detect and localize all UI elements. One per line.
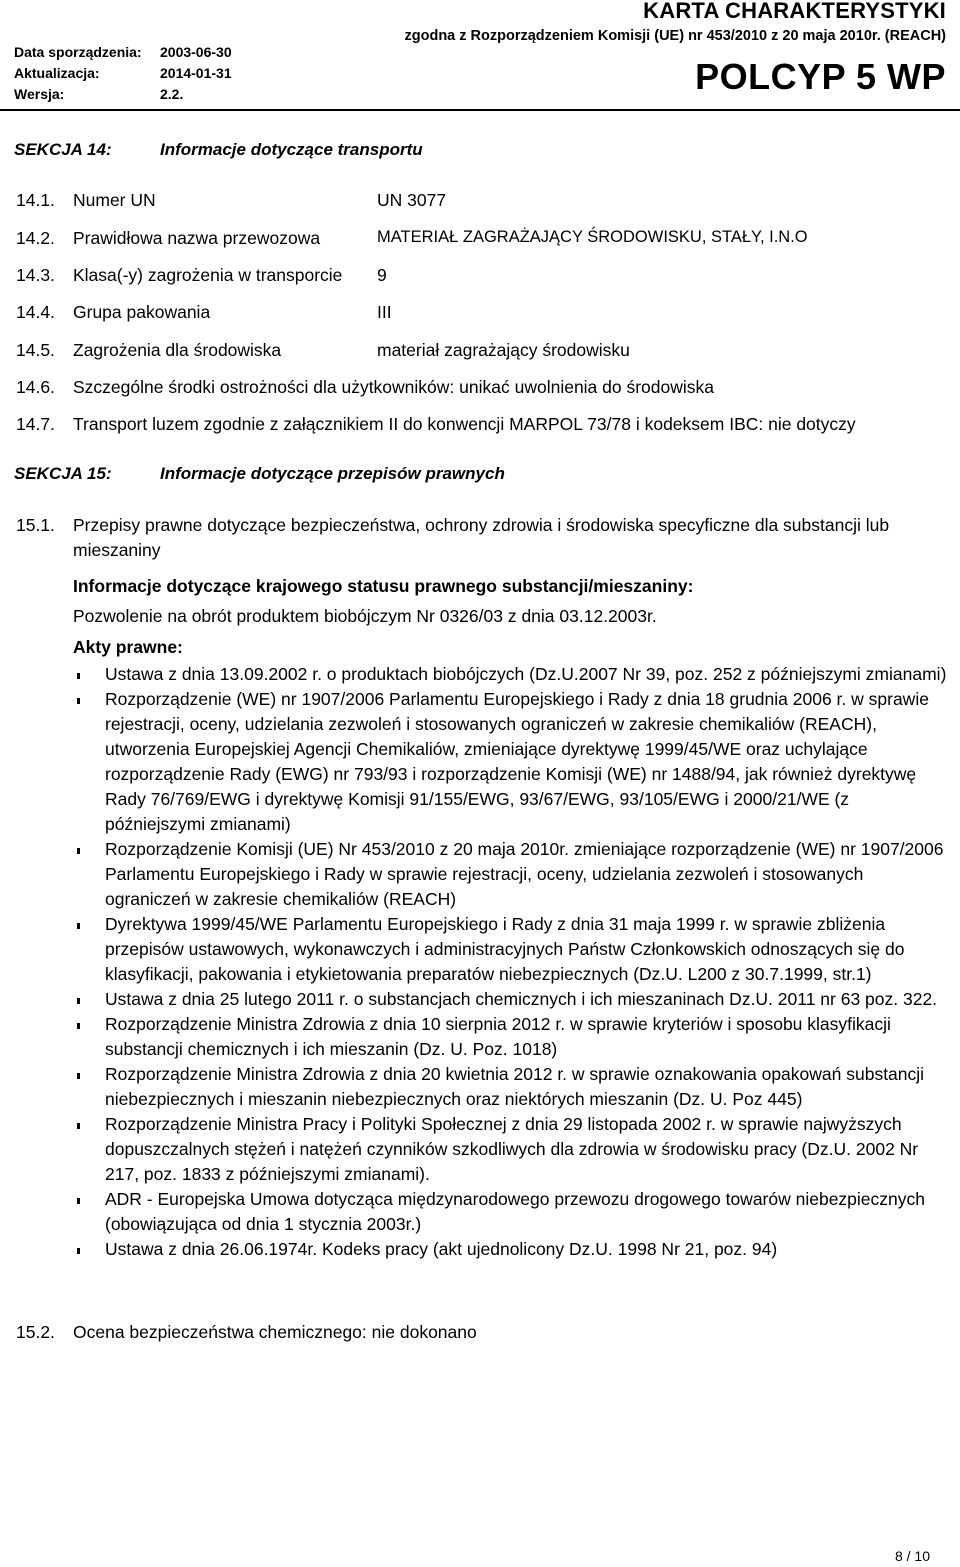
- row-number: 14.2.: [16, 228, 55, 248]
- date-value: 2003-06-30: [160, 44, 232, 60]
- header-divider: [0, 109, 960, 111]
- version-value: 2.2.: [160, 86, 184, 102]
- update-value: 2014-01-31: [160, 65, 232, 81]
- document-title: KARTA CHARAKTERYSTYKI: [643, 0, 946, 23]
- packing-group-value: III: [377, 302, 392, 322]
- row-number: 14.5.: [16, 340, 55, 360]
- row-number: 14.6.: [16, 377, 55, 397]
- packing-group-label: Grupa pakowania: [73, 302, 211, 322]
- update-label: Aktualizacja:: [14, 65, 100, 81]
- subsection-number: 15.1.: [16, 515, 55, 535]
- list-item: Rozporządzenie Komisji (UE) Nr 453/2010 z 20 maja 2010r. zmieniające rozporządzenie (WE) nr 1907/2006 Parlamentu Europejskiego i Rady w sprawie rejestracji, oceny, udzielania zezwoleń i stosowanych ograniczeń w zakresie chemikaliów (REACH): [77, 837, 947, 912]
- regulation-line: zgodna z Rozporządzeniem Komisji (UE) nr 453/2010 z 20 maja 2010r. (REACH): [404, 28, 946, 44]
- list-item: ADR - Europejska Umowa dotycząca międzynarodowego przewozu drogowego towarów niebezpiecznych (obowiązująca od dnia 1 stycznia 2003r.): [77, 1187, 947, 1237]
- row-number: 14.7.: [16, 414, 55, 434]
- legal-acts-list: [77, 662, 947, 1262]
- date-label: Data sporządzenia:: [14, 44, 142, 60]
- hazard-class-value: 9: [377, 265, 387, 285]
- national-status-heading: Informacje dotyczące krajowego statusu prawnego substancji/mieszaniny:: [73, 576, 694, 596]
- section-15-label: SEKCJA 15:: [14, 464, 112, 483]
- page-number: 8 / 10: [894, 1548, 930, 1564]
- subsection-number: 15.2.: [16, 1322, 55, 1342]
- hazard-class-label: Klasa(-y) zagrożenia w transporcie: [73, 265, 343, 285]
- legal-acts-heading: Akty prawne:: [73, 637, 183, 657]
- list-item: Rozporządzenie Ministra Zdrowia z dnia 10 sierpnia 2012 r. w sprawie kryteriów i sposobu klasyfikacji substancji chemicznych i ich mieszanin (Dz. U. Poz. 1018): [77, 1012, 947, 1062]
- list-item: Rozporządzenie Ministra Pracy i Polityki Społecznej z dnia 29 listopada 2002 r. w sprawie najwyższych dopuszczalnych stężeń i natężeń czynników szkodliwych dla zdrowia w środowisku pracy (Dz.U. 2002 Nr 217, poz. 1833 z późniejszymi zmianami).: [77, 1112, 947, 1187]
- chemical-safety-assessment: Ocena bezpieczeństwa chemicznego: nie dokonano: [73, 1322, 477, 1342]
- row-number: 14.1.: [16, 190, 55, 210]
- version-label: Wersja:: [14, 86, 65, 102]
- list-item: Rozporządzenie (WE) nr 1907/2006 Parlamentu Europejskiego i Rady z dnia 18 grudnia 2006 r. w sprawie rejestracji, oceny, udzielania zezwoleń i stosowanych ograniczeń w zakresie chemikaliów (REACH), utworzenia Europejskiej Agencji Chemikaliów, zmieniające dyrektywę 1999/45/WE oraz uchylające rozporządzenie Rady (EWG) nr 793/93 i rozporządzenie Komisji (WE) nr 1488/94, jak również dyrektywę Rady 76/769/EWG i dyrektywę Komisji 91/155/EWG, 93/67/EWG, 93/105/EWG i 2000/21/WE (z późniejszymi zmianami): [77, 687, 947, 837]
- bulk-transport: Transport luzem zgodnie z załącznikiem II do konwencji MARPOL 73/78 i kodeksem IBC: nie dotyczy: [73, 414, 856, 434]
- product-name: POLCYP 5 WP: [695, 56, 946, 97]
- special-precautions: Szczególne środki ostrożności dla użytkowników: unikać uwolnienia do środowiska: [73, 377, 715, 397]
- list-item: Ustawa z dnia 26.06.1974r. Kodeks pracy (akt ujednolicony Dz.U. 1998 Nr 21, poz. 94): [77, 1237, 947, 1262]
- env-hazard-value: materiał zagrażający środowisku: [377, 340, 630, 360]
- row-number: 14.3.: [16, 265, 55, 285]
- section-14-title: Informacje dotyczące transportu: [160, 140, 423, 159]
- env-hazard-label: Zagrożenia dla środowiska: [73, 340, 282, 360]
- row-number: 14.4.: [16, 302, 55, 322]
- list-item: Dyrektywa 1999/45/WE Parlamentu Europejskiego i Rady z dnia 31 maja 1999 r. w sprawie zbliżenia przepisów ustawowych, wykonawczych i administracyjnych Państw Członkowskich odnoszących się do klasyfikacji, pakowania i etykietowania preparatów niebezpiecznych (Dz.U. L200 z 30.7.1999, str.1): [77, 912, 947, 987]
- list-item: Rozporządzenie Ministra Zdrowia z dnia 20 kwietnia 2012 r. w sprawie oznakowania opakowań substancji niebezpiecznych i mieszanin niebezpiecznych oraz niektórych mieszanin (Dz. U. Poz 445): [77, 1062, 947, 1112]
- shipping-name-value: MATERIAŁ ZAGRAŻAJĄCY ŚRODOWISKU, STAŁY, I.N.O: [377, 228, 808, 246]
- list-item: Ustawa z dnia 13.09.2002 r. o produktach biobójczych (Dz.U.2007 Nr 39, poz. 252 z późniejszymi zmianami): [77, 662, 947, 687]
- un-number-value: UN 3077: [377, 190, 447, 210]
- shipping-name-label: Prawidłowa nazwa przewozowa: [73, 228, 321, 248]
- biocide-permit: Pozwolenie na obrót produktem biobójczym Nr 0326/03 z dnia 03.12.2003r.: [73, 606, 657, 626]
- list-item: Ustawa z dnia 25 lutego 2011 r. o substancjach chemicznych i ich mieszaninach Dz.U. 2011 nr 63 poz. 322.: [77, 987, 947, 1012]
- section-14-label: SEKCJA 14:: [14, 140, 112, 159]
- section-15-title: Informacje dotyczące przepisów prawnych: [160, 464, 505, 483]
- un-number-label: Numer UN: [73, 190, 156, 210]
- subsection-15-1-text: Przepisy prawne dotyczące bezpieczeństwa, ochrony zdrowia i środowiska specyficzne dla substancji lub mieszaniny: [73, 515, 890, 560]
